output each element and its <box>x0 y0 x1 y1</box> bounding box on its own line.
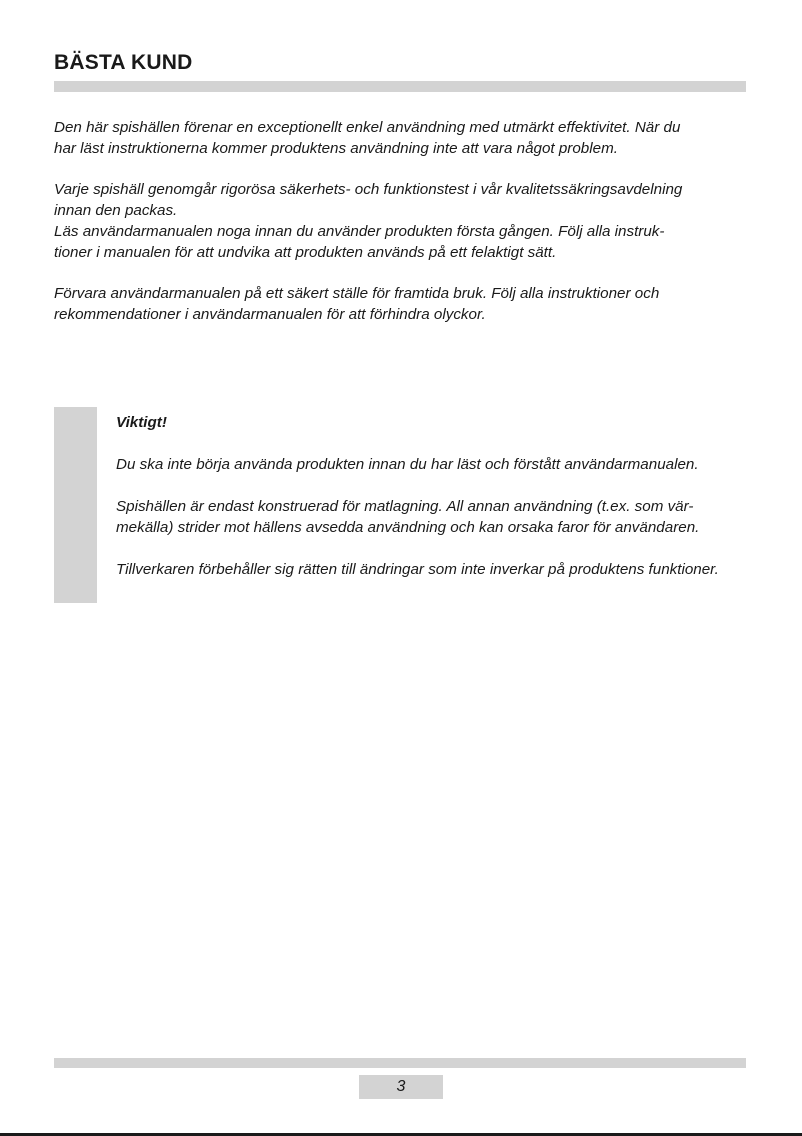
intro-paragraph: Den här spishällen förenar en exceptionellt enkel användning med utmärkt effektivitet. När du har läst instruktionerna kommer produktens användning inte att vara något problem. <box>54 119 681 157</box>
notice-paragraph: Du ska inte börja använda produkten innan du har läst och förstått användarmanualen. <box>116 456 699 473</box>
title-divider <box>54 81 746 92</box>
page-title: BÄSTA KUND <box>54 51 193 74</box>
important-notice <box>116 412 766 580</box>
intro-paragraph: Varje spishäll genomgår rigorösa säkerhets- och funktionstest i vår kvalitetssäkringsavdelning innan den packas. Läs användarmanualen noga innan du använder produkten första gången. Följ alla instruk- tioner i manualen för att undvika att produkten används på ett felaktigt sätt. <box>54 181 683 261</box>
page-number: 3 <box>359 1075 443 1099</box>
notice-heading: Viktigt! <box>116 414 167 431</box>
notice-side-bar <box>54 407 97 603</box>
notice-paragraph: Spishällen är endast konstruerad för matlagning. All annan användning (t.ex. som vär- mekälla) strider mot hällens avsedda användning och kan orsaka faror för användaren. <box>116 498 700 536</box>
notice-paragraph: Tillverkaren förbehåller sig rätten till ändringar som inte inverkar på produktens funktioner. <box>116 561 719 578</box>
footer-divider <box>54 1058 746 1068</box>
intro-paragraph: Förvara användarmanualen på ett säkert ställe för framtida bruk. Följ alla instruktioner och rekommendationer i användarmanualen för att förhindra olyckor. <box>54 285 660 323</box>
intro-section <box>54 117 764 325</box>
